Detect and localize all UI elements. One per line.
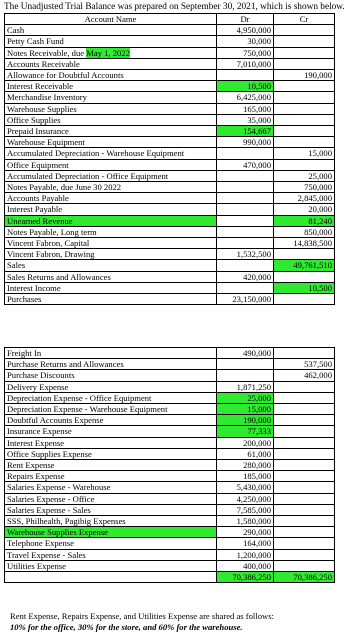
- credit-cell: [274, 271, 335, 282]
- table-row: [5, 538, 335, 549]
- table-row: [5, 126, 335, 137]
- footer-line-2: 10% for the office, 30% for the store, and 60% for the warehouse.: [10, 622, 243, 632]
- table-row: [5, 381, 335, 392]
- trial-balance-table-1: [4, 13, 335, 305]
- table-row: [5, 493, 335, 504]
- table-row: [5, 226, 335, 237]
- footer-line-1: Rent Expense, Repairs Expense, and Utilities Expense are shared as follows:: [10, 611, 274, 621]
- table-row: [5, 516, 335, 527]
- credit-cell: [274, 294, 335, 305]
- account-name-cell: Accumulated Depreciation - Warehouse Equipment: [5, 148, 217, 159]
- debit-cell: [217, 193, 274, 204]
- debit-cell: [217, 359, 274, 370]
- account-name-cell: Interest Payable: [5, 204, 217, 215]
- debit-cell: 750,000: [217, 47, 274, 58]
- credit-cell: [274, 516, 335, 527]
- credit-cell: [274, 114, 335, 125]
- debit-cell: [217, 70, 274, 81]
- debit-cell: 1,532,500: [217, 249, 274, 260]
- account-name-cell: [5, 572, 217, 583]
- account-name-cell: Repairs Expense: [5, 471, 217, 482]
- account-name-cell: Warehouse Equipment: [5, 137, 217, 148]
- account-name-cell: Allowance for Doubtful Accounts: [5, 70, 217, 81]
- table-row: [5, 370, 335, 381]
- credit-cell: [274, 348, 335, 359]
- credit-cell: [274, 460, 335, 471]
- credit-cell: 15,000: [274, 148, 335, 159]
- table-row: [5, 404, 335, 415]
- credit-cell: [274, 36, 335, 47]
- credit-cell: 25,000: [274, 170, 335, 181]
- credit-cell: [274, 159, 335, 170]
- account-name-cell: Depreciation Expense - Office Equipment: [5, 392, 217, 403]
- debit-cell: 165,000: [217, 103, 274, 114]
- debit-cell: 200,000: [217, 437, 274, 448]
- account-name-cell: Notes Payable, due June 30 2022: [5, 182, 217, 193]
- credit-cell: 10,500: [274, 282, 335, 293]
- account-name-cell: Merchandise Inventory: [5, 92, 217, 103]
- debit-cell: 290,000: [217, 527, 274, 538]
- account-name-cell: Salaries Expense - Sales: [5, 504, 217, 515]
- account-name-cell: Doubtful Accounts Expense: [5, 415, 217, 426]
- credit-cell: 190,000: [274, 70, 335, 81]
- credit-cell: [274, 493, 335, 504]
- credit-cell: [274, 249, 335, 260]
- credit-cell: [274, 137, 335, 148]
- account-name-cell: Interest Income: [5, 282, 217, 293]
- account-name-cell: Telephone Expense: [5, 538, 217, 549]
- account-name-cell: Accumulated Depreciation - Office Equipment: [5, 170, 217, 181]
- credit-cell: [274, 58, 335, 69]
- account-name-cell: Warehouse Supplies: [5, 103, 217, 114]
- table-header-row: [5, 14, 335, 25]
- table-row: [5, 560, 335, 571]
- debit-cell: 4,250,000: [217, 493, 274, 504]
- debit-cell: [217, 215, 274, 226]
- account-name-cell: Vincent Fabron, Capital: [5, 238, 217, 249]
- account-name-cell: Purchase Discounts: [5, 370, 217, 381]
- table-row: [5, 114, 335, 125]
- debit-cell: [217, 282, 274, 293]
- debit-cell: [217, 260, 274, 271]
- credit-cell: [274, 404, 335, 415]
- account-name-cell: Interest Receivable: [5, 81, 217, 92]
- debit-cell: 61,000: [217, 448, 274, 459]
- credit-cell: [274, 504, 335, 515]
- account-name-cell: Office Supplies Expense: [5, 448, 217, 459]
- table-row: [5, 348, 335, 359]
- table-row: [5, 148, 335, 159]
- account-name-cell: Sales Returns and Allowances: [5, 271, 217, 282]
- credit-cell: [274, 392, 335, 403]
- debit-cell: 7,585,000: [217, 504, 274, 515]
- credit-cell: 850,000: [274, 226, 335, 237]
- account-name-cell: Utilities Expense: [5, 560, 217, 571]
- debit-cell: [217, 226, 274, 237]
- header-account-name: Account Name: [5, 14, 217, 25]
- debit-cell: 470,000: [217, 159, 274, 170]
- table-row: [5, 70, 335, 81]
- credit-cell: [274, 103, 335, 114]
- debit-cell: 30,000: [217, 36, 274, 47]
- account-name-cell: Rent Expense: [5, 460, 217, 471]
- credit-cell: 70,386,250: [274, 572, 335, 583]
- table-row: [5, 448, 335, 459]
- account-name-cell: Insurance Expense: [5, 426, 217, 437]
- debit-cell: 154,667: [217, 126, 274, 137]
- account-name-cell: Travel Expense - Sales: [5, 549, 217, 560]
- debit-cell: 185,000: [217, 471, 274, 482]
- table-row: [5, 504, 335, 515]
- header-dr: Dr: [217, 14, 274, 25]
- debit-cell: [217, 204, 274, 215]
- credit-cell: [274, 126, 335, 137]
- debit-cell: 5,430,000: [217, 482, 274, 493]
- debit-cell: 35,000: [217, 114, 274, 125]
- table-row: [5, 471, 335, 482]
- credit-cell: 750,000: [274, 182, 335, 193]
- credit-cell: [274, 47, 335, 58]
- debit-cell: 420,000: [217, 271, 274, 282]
- debit-cell: [217, 238, 274, 249]
- header-cr: Cr: [274, 14, 335, 25]
- debit-cell: 6,425,000: [217, 92, 274, 103]
- credit-cell: [274, 92, 335, 103]
- table-row: [5, 182, 335, 193]
- table-row: [5, 294, 335, 305]
- debit-cell: 23,150,000: [217, 294, 274, 305]
- table-row: [5, 482, 335, 493]
- debit-cell: 10,500: [217, 81, 274, 92]
- credit-cell: [274, 437, 335, 448]
- debit-cell: 1,200,000: [217, 549, 274, 560]
- table-row: [5, 460, 335, 471]
- table-row: [5, 238, 335, 249]
- table-row: [5, 58, 335, 69]
- table-row: [5, 282, 335, 293]
- account-name-cell: Freight In: [5, 348, 217, 359]
- account-name-cell: Petty Cash Fund: [5, 36, 217, 47]
- trial-balance-table-2: [4, 347, 335, 583]
- table-row: [5, 260, 335, 271]
- account-name-cell: Accounts Payable: [5, 193, 217, 204]
- account-name-cell: Prepaid Insurance: [5, 126, 217, 137]
- account-name-cell: Interest Expense: [5, 437, 217, 448]
- debit-cell: 70,386,250: [217, 572, 274, 583]
- table-row: [5, 392, 335, 403]
- account-name-cell: Accounts Receivable: [5, 58, 217, 69]
- account-name-cell: Unearned Revenue: [5, 215, 217, 226]
- debit-cell: 4,950,000: [217, 25, 274, 36]
- credit-cell: [274, 538, 335, 549]
- table-row: [5, 92, 335, 103]
- account-name-cell: Office Supplies: [5, 114, 217, 125]
- account-name-cell: Salaries Expense - Office: [5, 493, 217, 504]
- credit-cell: 462,000: [274, 370, 335, 381]
- highlighted-date: May 1, 2022: [86, 47, 130, 58]
- account-name-cell: Office Equipment: [5, 159, 217, 170]
- account-name-cell: Salaries Expense - Warehouse: [5, 482, 217, 493]
- debit-cell: [217, 170, 274, 181]
- debit-cell: [217, 148, 274, 159]
- account-name-cell: Delivery Expense: [5, 381, 217, 392]
- debit-cell: 190,000: [217, 415, 274, 426]
- table-row: [5, 25, 335, 36]
- credit-cell: [274, 81, 335, 92]
- debit-cell: 990,000: [217, 137, 274, 148]
- debit-cell: 490,000: [217, 348, 274, 359]
- table-row: [5, 437, 335, 448]
- credit-cell: [274, 471, 335, 482]
- table-row: [5, 426, 335, 437]
- account-name-cell: Warehouse Supplies Expense: [5, 527, 217, 538]
- credit-cell: 14,838,500: [274, 238, 335, 249]
- account-name-cell: SSS, Philhealth, Pagibig Expenses: [5, 516, 217, 527]
- account-name-cell: Cash: [5, 25, 217, 36]
- table-row: [5, 103, 335, 114]
- credit-cell: [274, 415, 335, 426]
- credit-cell: [274, 482, 335, 493]
- credit-cell: 49,761,510: [274, 260, 335, 271]
- table-row: [5, 271, 335, 282]
- table-row: [5, 36, 335, 47]
- debit-cell: 7,010,000: [217, 58, 274, 69]
- credit-cell: 81,240: [274, 215, 335, 226]
- credit-cell: [274, 527, 335, 538]
- credit-cell: 537,500: [274, 359, 335, 370]
- debit-cell: 1,871,250: [217, 381, 274, 392]
- debit-cell: [217, 370, 274, 381]
- credit-cell: [274, 448, 335, 459]
- table-row: [5, 47, 335, 58]
- credit-cell: 2,845,000: [274, 193, 335, 204]
- account-name-cell: Purchases: [5, 294, 217, 305]
- credit-cell: [274, 381, 335, 392]
- account-name-cell: Vincent Fabron, Drawing: [5, 249, 217, 260]
- table-row: [5, 137, 335, 148]
- debit-cell: 1,580,000: [217, 516, 274, 527]
- account-name-cell: Notes Payable, Long term: [5, 226, 217, 237]
- table-row: [5, 215, 335, 226]
- account-name-cell: Depreciation Expense - Warehouse Equipment: [5, 404, 217, 415]
- credit-cell: [274, 549, 335, 560]
- table-row: [5, 572, 335, 583]
- credit-cell: 20,000: [274, 204, 335, 215]
- debit-cell: [217, 182, 274, 193]
- credit-cell: [274, 560, 335, 571]
- account-name-cell: Purchase Returns and Allowances: [5, 359, 217, 370]
- account-name-text: Notes Receivable, due: [7, 47, 87, 58]
- table-row: [5, 81, 335, 92]
- table-row: [5, 549, 335, 560]
- debit-cell: 77,333: [217, 426, 274, 437]
- account-name-cell: [5, 47, 217, 58]
- table-row: [5, 193, 335, 204]
- credit-cell: [274, 25, 335, 36]
- table-row: [5, 249, 335, 260]
- table-row: [5, 359, 335, 370]
- table-row: [5, 159, 335, 170]
- footer-note: [10, 611, 346, 633]
- table-row: [5, 527, 335, 538]
- debit-cell: 25,000: [217, 392, 274, 403]
- table-row: [5, 415, 335, 426]
- debit-cell: 400,000: [217, 560, 274, 571]
- debit-cell: 280,000: [217, 460, 274, 471]
- debit-cell: 15,000: [217, 404, 274, 415]
- table-row: [5, 170, 335, 181]
- credit-cell: [274, 426, 335, 437]
- account-name-cell: Sales: [5, 260, 217, 271]
- table-row: [5, 204, 335, 215]
- debit-cell: 164,000: [217, 538, 274, 549]
- intro-text: The Unadjusted Trial Balance was prepared on September 30, 2021, which is shown below.: [4, 2, 345, 12]
